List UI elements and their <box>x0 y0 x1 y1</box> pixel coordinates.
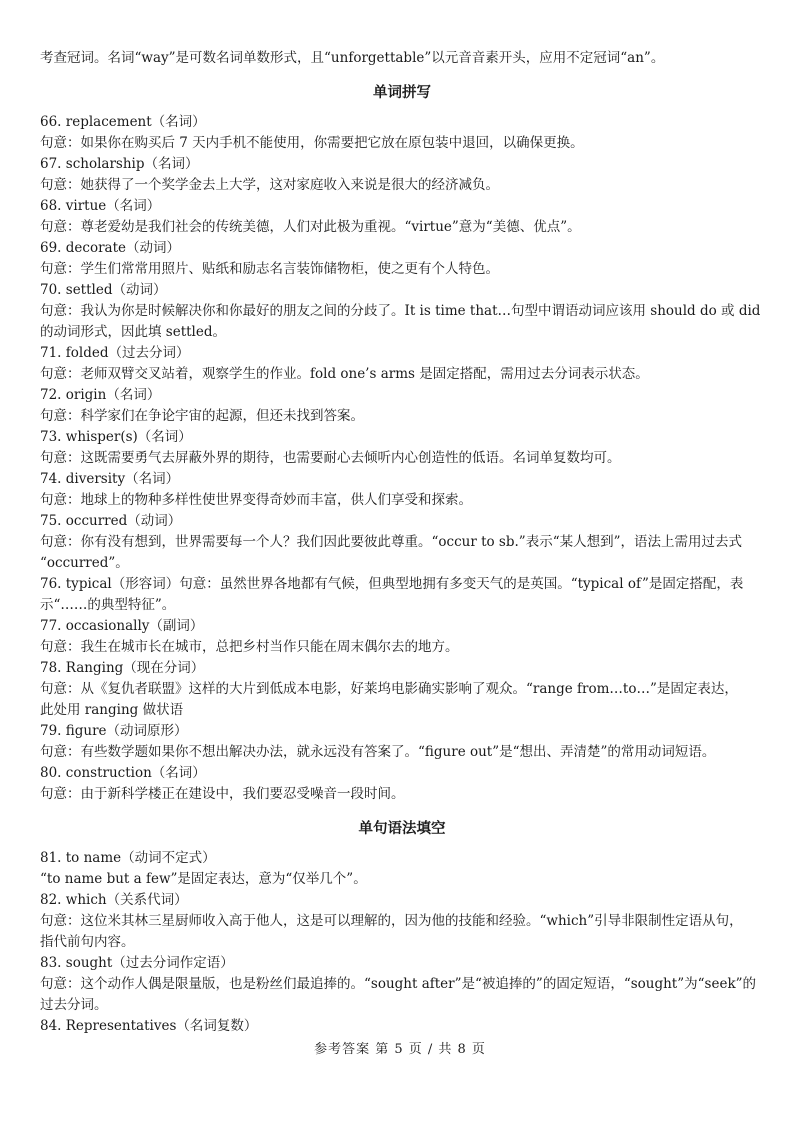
page-footer: 参考答案 第 5 页 / 共 8 页 <box>314 1042 486 1057</box>
item-67-head: 67. scholarship（名词） <box>40 156 199 172</box>
answer-page <box>40 48 764 1037</box>
section-title-grammar: 单句语法填空 <box>358 821 446 837</box>
item-82-body-1: 句意：这位米其林三星厨师收入高于他人，这是可以理解的，因为他的技能和经验。“which”引导非限制性定语从句， <box>40 913 743 929</box>
item-70-body-1: 句意：我认为你是时候解决你和你最好的朋友之间的分歧了。It is time that…句型中谓语动词应该用 should do 或 did <box>40 303 761 319</box>
item-79-head: 79. figure（动词原形） <box>40 723 188 739</box>
item-76-line-1: 76. typical（形容词）句意：虽然世界各地都有气候，但典型地拥有多变天气的是英国。“typical of”是固定搭配，表 <box>40 576 744 592</box>
item-80-body: 句意：由于新科学楼正在建设中，我们要忍受噪音一段时间。 <box>40 786 405 802</box>
item-77-body: 句意：我生在城市长在城市，总把乡村当作只能在周末偶尔去的地方。 <box>40 639 459 655</box>
grammar-section <box>40 848 764 1037</box>
item-78-head: 78. Ranging（现在分词） <box>40 660 205 676</box>
item-75-body-1: 句意：你有没有想到，世界需要每一个人？我们因此要彼此尊重。“occur to sb.”表示“某人想到”，语法上需用过去式 <box>40 534 742 550</box>
item-74-body: 句意：地球上的物种多样性使世界变得奇妙而丰富，供人们享受和探索。 <box>40 492 472 508</box>
item-74-head: 74. diversity（名词） <box>40 471 180 487</box>
item-83-head: 83. sought（过去分词作定语） <box>40 955 234 971</box>
item-79-body: 句意：有些数学题如果你不想出解决办法，就永远没有答案了。“figure out”是“想出、弄清楚”的常用动词短语。 <box>40 744 716 760</box>
item-66-head: 66. replacement（名词） <box>40 114 206 130</box>
item-75-body-2: “occurred”。 <box>40 555 129 571</box>
spelling-section <box>40 112 764 805</box>
item-81-head: 81. to name（动词不定式） <box>40 850 216 866</box>
item-77-head: 77. occasionally（副词） <box>40 618 204 634</box>
item-73-body: 句意：这既需要勇气去屏蔽外界的期待，也需要耐心去倾听内心创造性的低语。名词单复数均可。 <box>40 450 621 466</box>
item-67-body: 句意：她获得了一个奖学金去上大学，这对家庭收入来说是很大的经济减负。 <box>40 177 499 193</box>
item-82-head: 82. which（关系代词） <box>40 892 188 908</box>
item-78-body-1: 句意：从《复仇者联盟》这样的大片到低成本电影，好莱坞电影确实影响了观众。“range from…to…”是固定表达， <box>40 681 738 697</box>
item-68-body: 句意：尊老爱幼是我们社会的传统美德，人们对此极为重视。“virtue”意为“美德、优点”。 <box>40 219 581 235</box>
intro-line: 考查冠词。名词“way”是可数名词单数形式，且“unforgettable”以元音音素开头，应用不定冠词“an”。 <box>40 50 665 66</box>
item-69-body: 句意：学生们常常用照片、贴纸和励志名言装饰储物柜，使之更有个人特色。 <box>40 261 499 277</box>
item-72-body: 句意：科学家们在争论宇宙的起源，但还未找到答案。 <box>40 408 364 424</box>
item-80-head: 80. construction（名词） <box>40 765 206 781</box>
item-70-head: 70. settled（动词） <box>40 282 167 298</box>
item-81-body: “to name but a few”是固定表达，意为“仅举几个”。 <box>40 871 367 887</box>
item-83-body-1: 句意：这个动作人偶是限量版，也是粉丝们最追捧的。“sought after”是“被追捧的”的固定短语，“sought”为“seek”的 <box>40 976 757 992</box>
item-73-head: 73. whisper(s)（名词） <box>40 429 192 445</box>
section-title-spelling: 单词拼写 <box>373 85 431 101</box>
item-66-body: 句意：如果你在购买后 7 天内手机不能使用，你需要把它放在原包装中退回，以确保更换。 <box>40 135 584 151</box>
item-71-head: 71. folded（过去分词） <box>40 345 190 361</box>
item-69-head: 69. decorate（动词） <box>40 240 180 256</box>
item-78-body-2: 此处用 ranging 做状语 <box>40 702 184 718</box>
item-72-head: 72. origin（名词） <box>40 387 161 403</box>
item-70-body-2: 的动词形式，因此填 settled。 <box>40 324 227 340</box>
item-84-head: 84. Representatives（名词复数） <box>40 1018 258 1034</box>
item-83-body-2: 过去分词。 <box>40 997 108 1013</box>
item-76-line-2: 示“……的典型特征”。 <box>40 597 176 613</box>
item-71-body: 句意：老师双臂交叉站着，观察学生的作业。fold one’s arms 是固定搭配，需用过去分词表示状态。 <box>40 366 649 382</box>
item-82-body-2: 指代前句内容。 <box>40 934 135 950</box>
item-75-head: 75. occurred（动词） <box>40 513 182 529</box>
item-68-head: 68. virtue（名词） <box>40 198 161 214</box>
